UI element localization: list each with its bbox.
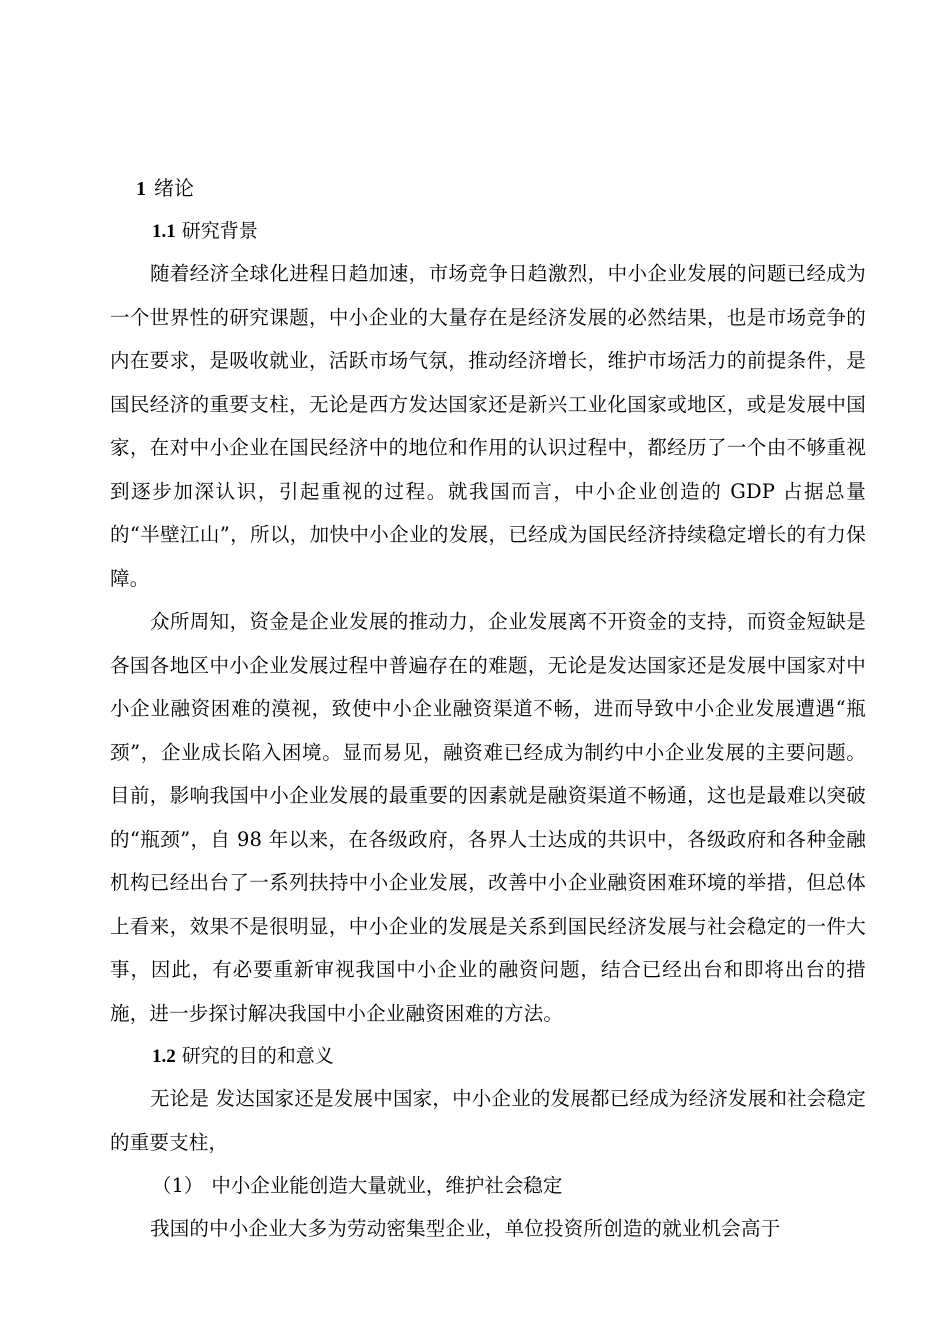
- chapter-heading: [110, 166, 866, 210]
- list-marker: （1）: [152, 1174, 204, 1197]
- section-heading-1-1: [110, 210, 866, 252]
- paragraph: 我国的中小企业大多为劳动密集型企业，单位投资所创造的就业机会高于: [150, 1217, 781, 1240]
- list-item-text: 中小企业能创造大量就业，维护社会稳定: [211, 1174, 563, 1197]
- paragraph: 无论是 发达国家还是发展中国家，中小企业的发展都已经成为经济发展和社会稳定的重要支柱，: [110, 1087, 866, 1154]
- section-title: 研究的目的和意义: [181, 1045, 334, 1067]
- section-number: 1.1: [152, 221, 176, 242]
- chapter-number: 1: [136, 178, 146, 200]
- section-heading-1-2: [110, 1035, 866, 1077]
- document-body: [110, 166, 866, 1251]
- section-title: 研究背景: [181, 220, 258, 242]
- list-item: [110, 1164, 866, 1207]
- chapter-title: 绪论: [154, 176, 194, 200]
- paragraph: 众所周知，资金是企业发展的推动力，企业发展离不开资金的支持，而资金短缺是各国各地区中小企业发展过程中普遍存在的难题，无论是发达国家还是发展中国家对中小企业融资困难的漠视，致使中小企业融资渠道不畅，进而导致中小企业发展遭遇“瓶颈”，企业成长陷入困境。显而易见，融资难已经成为制约中小企业发展的主要问题。目前，影响我国中小企业发展的最重要的因素就是融资渠道不畅通，这也是最难以突破的“瓶颈”，自 98 年以来，在各级政府，各界人士达成的共识中，各级政府和各种金融机构已经出台了一系列扶持中小企业发展，改善中小企业融资困难环境的举措，但总体上看来，效果不是很明显，中小企业的发展是关系到国民经济发展与社会稳定的一件大事，因此，有必要重新审视我国中小企业的融资问题，结合已经出台和即将出台的措施，进一步探讨解决我国中小企业融资困难的方法。: [110, 610, 866, 1025]
- paragraph: 随着经济全球化进程日趋加速，市场竞争日趋激烈，中小企业发展的问题已经成为一个世界性的研究课题，中小企业的大量存在是经济发展的必然结果，也是市场竞争的内在要求，是吸收就业，活跃市场气氛，推动经济增长，维护市场活力的前提条件，是国民经济的重要支柱，无论是西方发达国家还是新兴工业化国家或地区，或是发展中国家，在对中小企业在国民经济中的地位和作用的认识过程中，都经历了一个由不够重视到逐步加深认识，引起重视的过程。就我国而言，中小企业创造的 GDP 占据总量的“半壁江山”，所以，加快中小企业的发展，已经成为国民经济持续稳定增长的有力保障。: [110, 262, 866, 590]
- section-number: 1.2: [152, 1046, 176, 1067]
